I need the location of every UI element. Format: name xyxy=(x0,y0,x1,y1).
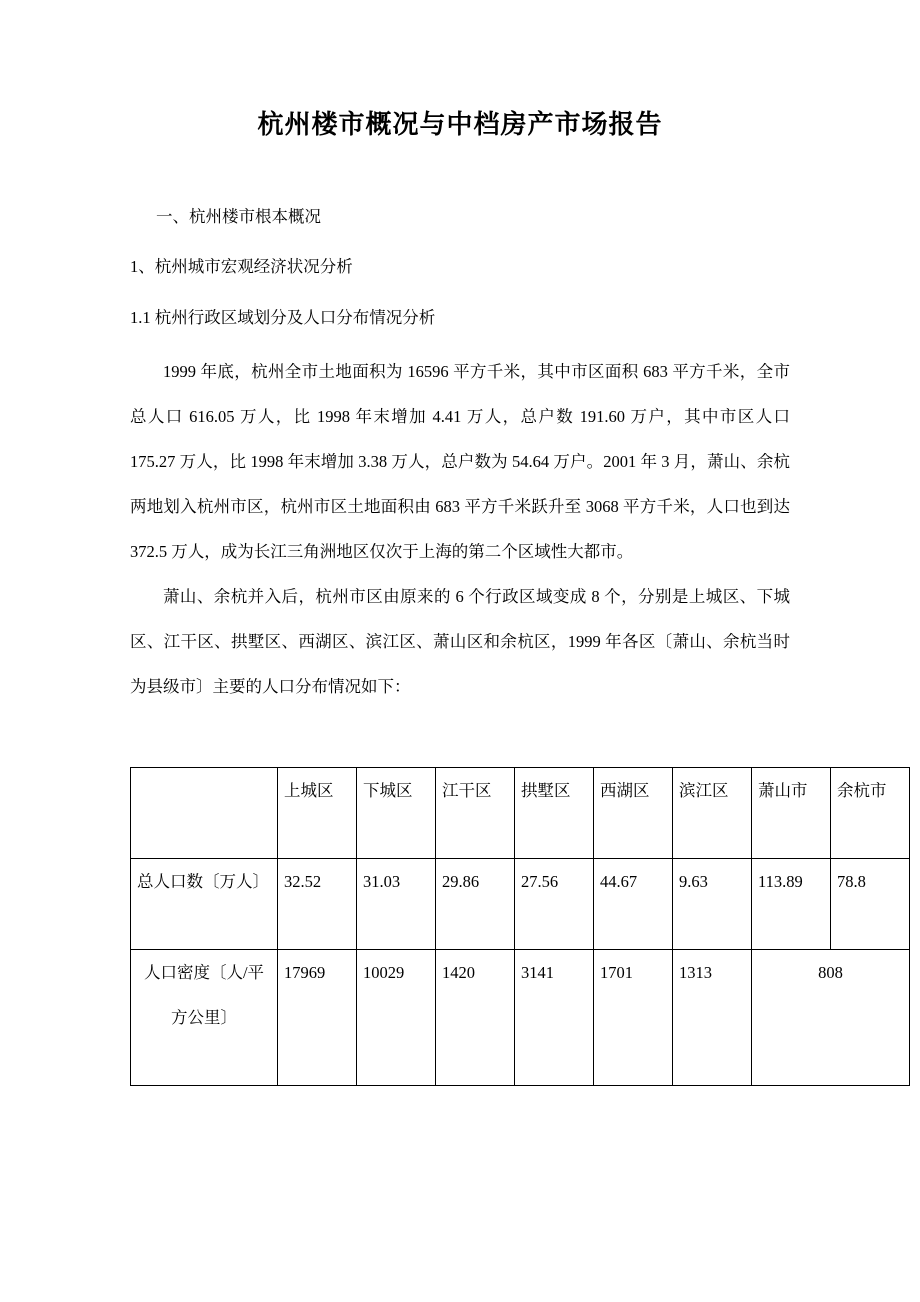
table-cell-total-xihu: 44.67 xyxy=(594,858,673,949)
table-corner-cell xyxy=(131,767,278,858)
table-cell-density-xihu: 1701 xyxy=(594,949,673,1085)
section-heading-1-1: 1、杭州城市宏观经济状况分析 xyxy=(130,257,353,277)
section-heading-1-1-1: 1.1 杭州行政区域划分及人口分布情况分析 xyxy=(130,307,436,327)
table-header-row xyxy=(131,767,910,858)
table-cell-density-binjiang: 1313 xyxy=(673,949,752,1085)
table-cell-density-xiaoshan-yuhang-merged: 808 xyxy=(752,949,910,1085)
table-header-xiacheng: 下城区 xyxy=(357,767,436,858)
table-rowlabel-population-density: 人口密度〔人/平方公里〕 xyxy=(131,949,278,1085)
table-header-binjiang: 滨江区 xyxy=(673,767,752,858)
body-paragraph-1: 1999 年底，杭州全市土地面积为 16596 平方千米，其中市区面积 683 平方千米，全市总人口 616.05 万人，比 1998 年末增加 4.41 万人，总户数 191.60 万户，其中市区人口 175.27 万人，比 1998 年末增加 3.38 万人，总户数为 54.64 万户。2001 年 3 月，萧山、余杭两地划入杭州市区，杭州市区土地面积由 683 平方千米跃升至 3068 平方千米，人口也到达 372.5 万人，成为长江三角洲地区仅次于上海的第二个区域性大都市。 xyxy=(130,361,790,561)
body-paragraph-2: 萧山、余杭并入后，杭州市区由原来的 6 个行政区域变成 8 个，分别是上城区、下城区、江干区、拱墅区、西湖区、滨江区、萧山区和余杭区，1999 年各区〔萧山、余杭当时为县级市〕主要的人口分布情况如下： xyxy=(130,586,790,696)
table-cell-density-gongshu: 3141 xyxy=(515,949,594,1085)
table-header-shangcheng: 上城区 xyxy=(278,767,357,858)
table-cell-total-shangcheng: 32.52 xyxy=(278,858,357,949)
table-cell-total-binjiang: 9.63 xyxy=(673,858,752,949)
population-table xyxy=(130,767,910,1086)
page-title: 杭州楼市概况与中档房产市场报告 xyxy=(257,109,663,139)
table-cell-density-jianggan: 1420 xyxy=(436,949,515,1085)
table-header-jianggan: 江干区 xyxy=(436,767,515,858)
table-header-xihu: 西湖区 xyxy=(594,767,673,858)
section-heading-1: 一、杭州楼市根本概况 xyxy=(156,206,321,226)
table-header-yuhang: 余杭市 xyxy=(831,767,910,858)
table-cell-total-yuhang: 78.8 xyxy=(831,858,910,949)
table-row xyxy=(131,858,910,949)
table-cell-density-xiacheng: 10029 xyxy=(357,949,436,1085)
table-cell-total-xiacheng: 31.03 xyxy=(357,858,436,949)
table-cell-total-xiaoshan: 113.89 xyxy=(752,858,831,949)
table-rowlabel-total-population: 总人口数〔万人〕 xyxy=(131,858,278,949)
table-row xyxy=(131,949,910,1085)
table-cell-total-gongshu: 27.56 xyxy=(515,858,594,949)
table-header-gongshu: 拱墅区 xyxy=(515,767,594,858)
table-cell-total-jianggan: 29.86 xyxy=(436,858,515,949)
table-cell-density-shangcheng: 17969 xyxy=(278,949,357,1085)
table-header-xiaoshan: 萧山市 xyxy=(752,767,831,858)
